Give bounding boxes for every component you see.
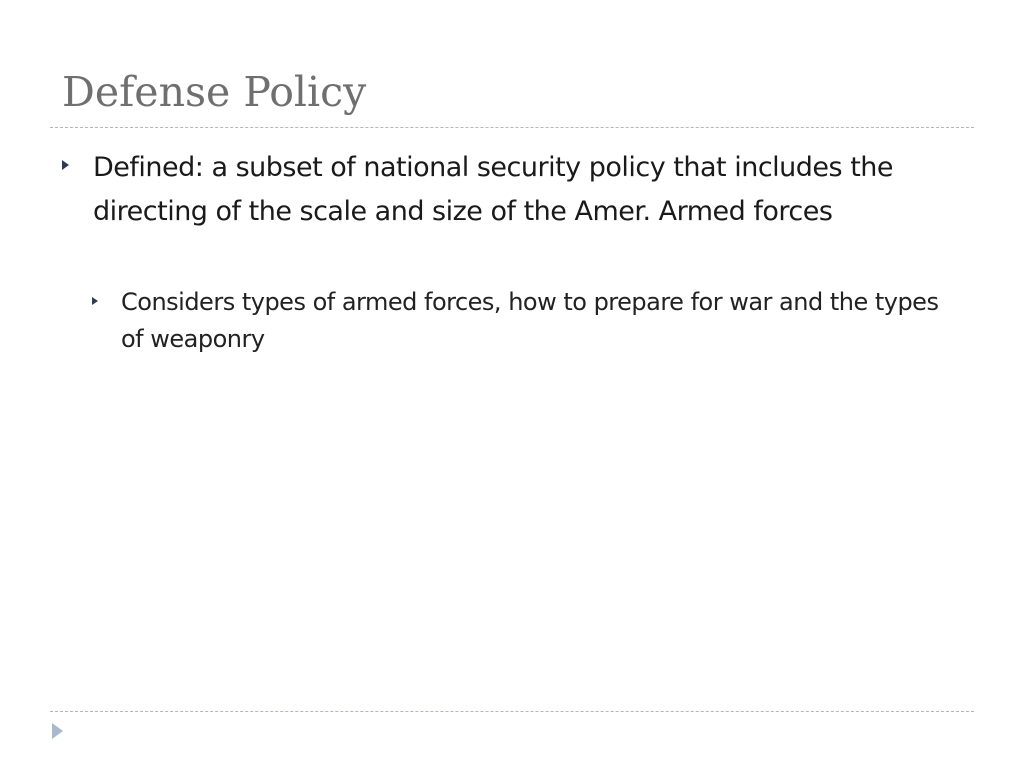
bullet-text: Defined: a subset of national security policy that includes the directing of the scale and size of the Amer. Armed forces (93, 152, 894, 227)
triangle-right-icon (62, 160, 69, 170)
triangle-right-icon (92, 297, 98, 305)
sub-bullet-text: Considers types of armed forces, how to prepare for war and the types of weaponry (121, 288, 939, 353)
footer-triangle-right-icon (52, 723, 63, 739)
slide-title: Defense Policy (62, 68, 367, 116)
title-divider (50, 127, 974, 128)
sub-bullet-item (92, 284, 972, 358)
footer-divider (50, 711, 974, 712)
bullet-item (62, 146, 972, 234)
